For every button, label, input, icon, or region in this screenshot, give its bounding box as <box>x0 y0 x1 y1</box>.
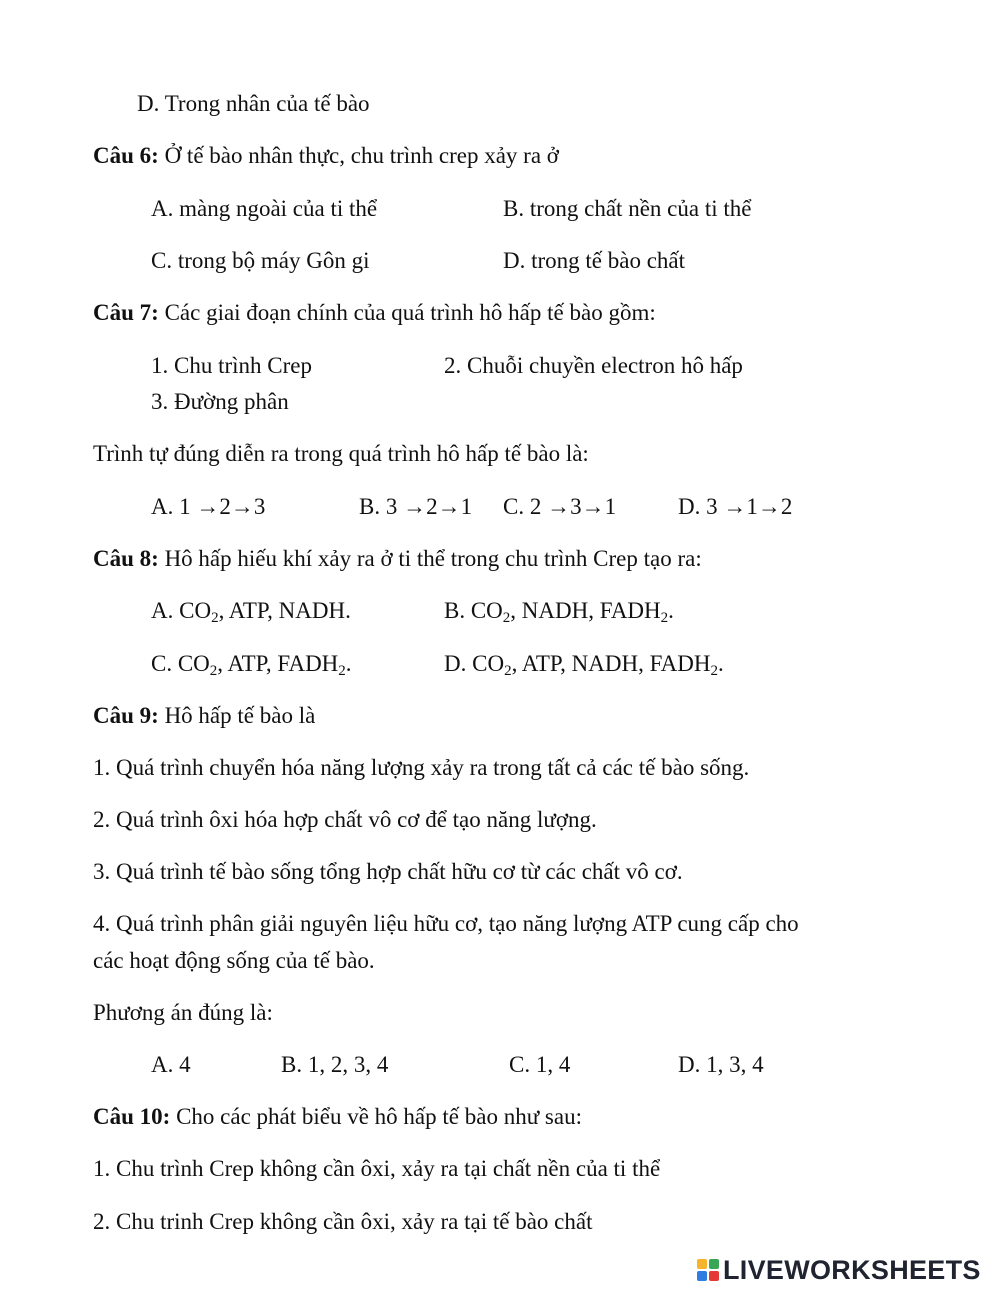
q8-option-c <box>151 651 352 677</box>
question-7-text: Các giai đoạn chính của quá trình hô hấp tế bào gồm: <box>158 300 656 325</box>
logo-text: LIVEWORKSHEETS <box>723 1254 981 1285</box>
q7-option-c: C. 2 →3→1 <box>503 494 617 519</box>
q9-statement-2: 2. Quá trình ôxi hóa hợp chất vô cơ để tạo năng lượng. <box>93 807 597 832</box>
q8-c-sub: 2 <box>209 663 218 679</box>
answer-option-d-prev: D. Trong nhân của tế bào <box>137 91 370 116</box>
q6-option-d: D. trong tế bào chất <box>503 248 686 273</box>
q8-option-a <box>151 598 351 624</box>
q7-option-d: D. 3 →1→2 <box>678 494 793 519</box>
logo-square <box>709 1271 719 1281</box>
q8-b-part: . <box>668 598 674 623</box>
q8-d-sub: 2 <box>710 663 718 679</box>
logo-grid-icon <box>697 1259 719 1281</box>
question-9-label: Câu 9: <box>93 703 159 728</box>
question-10-text: Cho các phát biểu về hô hấp tế bào như sau: <box>170 1104 582 1129</box>
q9-statement-4: 4. Quá trình phân giải nguyên liệu hữu cơ, tạo năng lượng ATP cung cấp cho <box>93 911 799 936</box>
q7-item-1: 1. Chu trình Crep <box>151 353 312 378</box>
question-6 <box>93 143 559 169</box>
q8-b-sub: 2 <box>660 610 669 626</box>
question-10-label: Câu 10: <box>93 1104 171 1129</box>
q10-statement-2: 2. Chu trinh Crep không cần ôxi, xảy ra tại tế bào chất <box>93 1209 593 1234</box>
q8-d-sub: 2 <box>504 663 512 679</box>
logo-square <box>709 1259 719 1269</box>
q8-c-sub: 2 <box>338 663 346 679</box>
q8-b-part: , NADH, FADH <box>510 598 661 623</box>
q8-d-part: . <box>718 651 724 676</box>
q8-c-part: C. CO <box>151 651 210 676</box>
q9-option-d: D. 1, 3, 4 <box>678 1052 764 1077</box>
q8-option-b <box>444 598 674 624</box>
q6-option-c: C. trong bộ máy Gôn gi <box>151 248 370 273</box>
q9-option-b: B. 1, 2, 3, 4 <box>281 1052 389 1077</box>
question-7-label: Câu 7: <box>93 300 159 325</box>
question-8-label: Câu 8: <box>93 546 159 571</box>
q9-statement-1: 1. Quá trình chuyển hóa năng lượng xảy ra trong tất cả các tế bào sống. <box>93 755 750 780</box>
question-6-label: Câu 6: <box>93 143 159 168</box>
question-8 <box>93 546 702 572</box>
question-9 <box>93 703 315 729</box>
logo-square <box>697 1259 707 1269</box>
q9-statement-3: 3. Quá trình tế bào sống tổng hợp chất hữu cơ từ các chất vô cơ. <box>93 859 683 884</box>
q7-prompt: Trình tự đúng diễn ra trong quá trình hô hấp tế bào là: <box>93 441 589 466</box>
q9-statement-4-cont: các hoạt động sống của tế bào. <box>93 948 375 973</box>
q10-statement-1: 1. Chu trình Crep không cần ôxi, xảy ra tại chất nền của ti thể <box>93 1156 661 1181</box>
q7-item-3: 3. Đường phân <box>151 389 289 414</box>
q8-a-part: A. CO <box>151 598 212 623</box>
q7-option-b: B. 3 →2→1 <box>359 494 473 519</box>
q9-prompt: Phương án đúng là: <box>93 1000 273 1025</box>
q9-option-a: A. 4 <box>151 1052 191 1077</box>
q9-option-c: C. 1, 4 <box>509 1052 571 1077</box>
q8-c-part: . <box>345 651 352 676</box>
question-9-text: Hô hấp tế bào là <box>158 703 316 728</box>
question-10 <box>93 1104 582 1130</box>
q8-b-part: B. CO <box>444 598 503 623</box>
question-6-text: Ở tế bào nhân thực, chu trình crep xảy ra ở <box>158 143 559 168</box>
q6-option-a: A. màng ngoài của ti thể <box>151 196 378 221</box>
q8-b-sub: 2 <box>502 610 511 626</box>
q8-c-part: , ATP, FADH <box>217 651 339 676</box>
q8-a-part: , ATP, NADH. <box>218 598 351 623</box>
liveworksheets-logo <box>697 1256 981 1284</box>
q8-d-part: D. CO <box>444 651 505 676</box>
q7-option-a: A. 1 →2→3 <box>151 494 266 519</box>
question-8-text: Hô hấp hiếu khí xảy ra ở ti thể trong chu trình Crep tạo ra: <box>158 546 702 571</box>
q7-item-2: 2. Chuỗi chuyền electron hô hấp <box>444 353 743 378</box>
question-7 <box>93 300 656 326</box>
q8-option-d <box>444 651 724 677</box>
q8-a-sub: 2 <box>211 610 219 626</box>
q6-option-b: B. trong chất nền của ti thể <box>503 196 752 221</box>
q8-d-part: , ATP, NADH, FADH <box>511 651 711 676</box>
logo-square <box>697 1271 707 1281</box>
